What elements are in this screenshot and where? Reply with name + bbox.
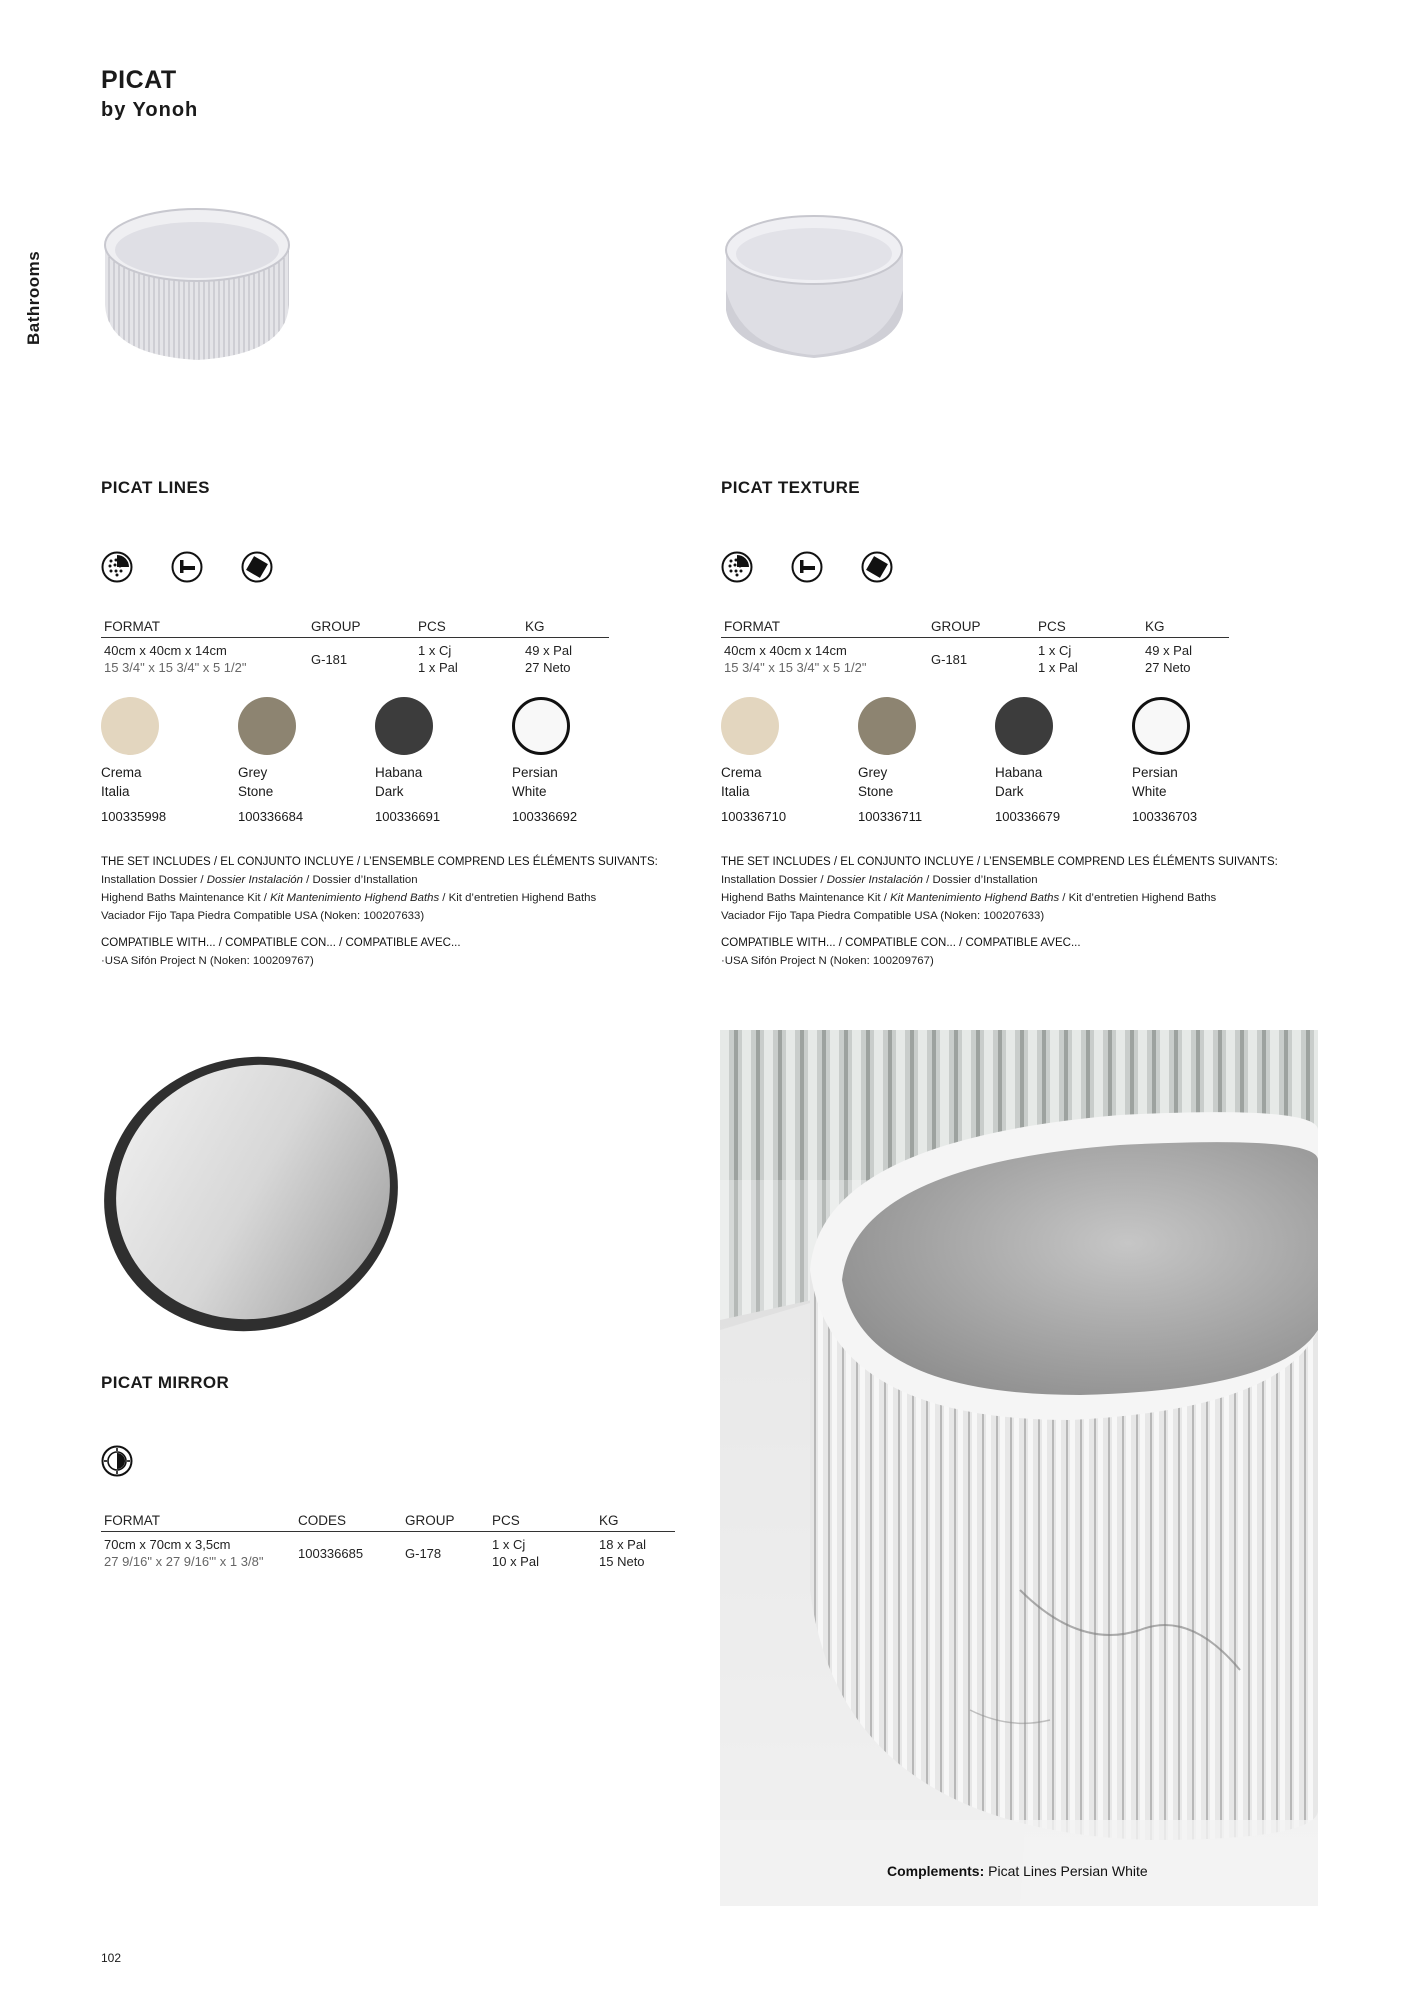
swatch <box>858 697 995 824</box>
table-row <box>101 1532 675 1571</box>
picat-lines-basin-image <box>100 195 295 365</box>
swatch-name-line2: Italia <box>101 784 130 799</box>
picat-mirror-image <box>100 1053 402 1335</box>
swatch-name-line1: Persian <box>1132 765 1178 780</box>
swatch-color <box>721 697 779 755</box>
swatch-color <box>1132 697 1190 755</box>
page-number: 102 <box>101 1951 122 1965</box>
swatch <box>1132 697 1269 824</box>
swatch <box>995 697 1132 824</box>
swatch-name-line2: Stone <box>858 784 894 799</box>
swatch <box>101 697 238 824</box>
swatch <box>238 697 375 824</box>
group-value: G-178 <box>405 1545 442 1561</box>
format-imperial: 15 3/4" x 15 3/4" x 5 1/2" <box>104 660 247 675</box>
kg-value-2: 15 Neto <box>599 1554 645 1569</box>
swatch-name-line2: Dark <box>995 784 1024 799</box>
set-item: Installation Dossier / Dossier Instalación / Dossier d’Installation <box>721 874 1038 886</box>
col-codes: CODES <box>295 1511 402 1532</box>
format-metric: 40cm x 40cm x 14cm <box>104 643 227 658</box>
table-row <box>721 638 1229 677</box>
swatch-color <box>512 697 570 755</box>
swatch <box>512 697 649 824</box>
swatch-name-line1: Habana <box>375 765 423 780</box>
swatch-name-line2: Dark <box>375 784 404 799</box>
swatch-color <box>858 697 916 755</box>
pcs-value-1: 1 x Cj <box>1038 643 1072 658</box>
picat-mirror-spec-table <box>101 1511 675 1570</box>
countertop-basin-icon <box>791 551 823 583</box>
swatch-name-line1: Crema <box>101 765 142 780</box>
picat-texture-feature-icons <box>721 551 893 583</box>
picat-mirror-title: PICAT MIRROR <box>101 1373 230 1392</box>
countertop-basin-icon <box>171 551 203 583</box>
swatch-name-line1: Grey <box>238 765 268 780</box>
pcs-value-1: 1 x Cj <box>492 1537 526 1552</box>
col-format: FORMAT <box>101 1511 295 1532</box>
swatch-code: 100336692 <box>512 809 578 824</box>
picat-texture-set-includes <box>721 853 1341 970</box>
swatch <box>721 697 858 824</box>
col-kg: KG <box>1142 617 1229 638</box>
swatch-code: 100336684 <box>238 809 304 824</box>
pcs-value-2: 1 x Pal <box>1038 660 1078 675</box>
picat-lines-title: PICAT LINES <box>101 478 210 497</box>
group-value: G-181 <box>311 651 348 667</box>
compatible-heading: COMPATIBLE WITH... / COMPATIBLE CON... / COMPATIBLE AVEC... <box>101 937 461 949</box>
caption-label: Complements: <box>887 1863 985 1879</box>
swatch <box>375 697 512 824</box>
col-pcs: PCS <box>1035 617 1142 638</box>
format-metric: 70cm x 70cm x 3,5cm <box>104 1537 231 1552</box>
lighting-icon <box>101 1445 133 1477</box>
set-includes-heading: THE SET INCLUDES / EL CONJUNTO INCLUYE / L’ENSEMBLE COMPREND LES ÉLÉMENTS SUIVANTS: <box>101 856 658 868</box>
category-side-label: Bathrooms <box>24 250 43 345</box>
swatch-name-line2: Italia <box>721 784 750 799</box>
col-pcs: PCS <box>489 1511 596 1532</box>
swatch-code: 100336703 <box>1132 809 1198 824</box>
picat-lines-feature-icons <box>101 551 273 583</box>
swatch-color <box>995 697 1053 755</box>
picat-texture-title: PICAT TEXTURE <box>721 478 861 497</box>
table-row <box>101 638 609 677</box>
caption-text: Picat Lines Persian White <box>984 1863 1148 1879</box>
picat-texture-swatches <box>721 697 1269 824</box>
swatch-code: 100336711 <box>858 809 923 824</box>
swatch-code: 100336710 <box>721 809 787 824</box>
swatch-name-line2: White <box>512 784 547 799</box>
kg-value-1: 18 x Pal <box>599 1537 646 1552</box>
picat-texture-basin-image <box>722 200 907 362</box>
brand-subtitle: by Yonoh <box>101 99 199 121</box>
set-item: Vaciador Fijo Tapa Piedra Compatible USA (Noken: 100207633) <box>101 910 425 922</box>
set-includes-heading: THE SET INCLUDES / EL CONJUNTO INCLUYE / L’ENSEMBLE COMPREND LES ÉLÉMENTS SUIVANTS: <box>721 856 1278 868</box>
swatch-code: 100336679 <box>995 809 1061 824</box>
swatch-color <box>375 697 433 755</box>
brand-title: PICAT <box>101 66 177 94</box>
picat-lines-spec-table <box>101 617 609 676</box>
swatch-name-line1: Grey <box>858 765 888 780</box>
kg-value-1: 49 x Pal <box>525 643 572 658</box>
pcs-value-1: 1 x Cj <box>418 643 452 658</box>
set-item: Vaciador Fijo Tapa Piedra Compatible USA (Noken: 100207633) <box>721 910 1045 922</box>
format-imperial: 15 3/4" x 15 3/4" x 5 1/2" <box>724 660 867 675</box>
swatch-code: 100336691 <box>375 809 441 824</box>
swatch-name-line2: Stone <box>238 784 274 799</box>
code-value: 100336685 <box>298 1545 364 1561</box>
col-group: GROUP <box>402 1511 489 1532</box>
swatch-color <box>238 697 296 755</box>
set-item: Installation Dossier / Dossier Instalación / Dossier d’Installation <box>101 874 418 886</box>
col-format: FORMAT <box>101 617 308 638</box>
set-item: Highend Baths Maintenance Kit / Kit Mantenimiento Highend Baths / Kit d’entretien Highend Baths <box>721 892 1217 904</box>
col-kg: KG <box>522 617 609 638</box>
pcs-value-2: 1 x Pal <box>418 660 458 675</box>
picat-texture-spec-table <box>721 617 1229 676</box>
set-item: Highend Baths Maintenance Kit / Kit Mantenimiento Highend Baths / Kit d’entretien Highend Baths <box>101 892 597 904</box>
square-shape-icon <box>241 551 273 583</box>
swatch-name-line1: Persian <box>512 765 558 780</box>
col-pcs: PCS <box>415 617 522 638</box>
col-group: GROUP <box>308 617 415 638</box>
swatch-code: 100335998 <box>101 809 167 824</box>
kg-value-2: 27 Neto <box>525 660 571 675</box>
swatch-name-line1: Habana <box>995 765 1043 780</box>
kg-value-1: 49 x Pal <box>1145 643 1192 658</box>
format-imperial: 27 9/16" x 27 9/16"' x 1 3/8" <box>104 1554 264 1569</box>
square-shape-icon <box>861 551 893 583</box>
col-group: GROUP <box>928 617 1035 638</box>
photo-caption <box>887 1863 1148 1879</box>
pcs-value-2: 10 x Pal <box>492 1554 539 1569</box>
picat-lines-swatches <box>101 697 649 824</box>
swatch-color <box>101 697 159 755</box>
ambient-product-photo <box>720 1030 1318 1906</box>
col-format: FORMAT <box>721 617 928 638</box>
compatible-item: ·USA Sifón Project N (Noken: 100209767) <box>721 955 934 967</box>
swatch-name-line2: White <box>1132 784 1167 799</box>
compatible-item: ·USA Sifón Project N (Noken: 100209767) <box>101 955 314 967</box>
texture-dots-icon <box>721 551 753 583</box>
picat-lines-set-includes <box>101 853 721 970</box>
swatch-name-line1: Crema <box>721 765 762 780</box>
col-kg: KG <box>596 1511 675 1532</box>
kg-value-2: 27 Neto <box>1145 660 1191 675</box>
compatible-heading: COMPATIBLE WITH... / COMPATIBLE CON... / COMPATIBLE AVEC... <box>721 937 1081 949</box>
texture-dots-icon <box>101 551 133 583</box>
group-value: G-181 <box>931 651 968 667</box>
format-metric: 40cm x 40cm x 14cm <box>724 643 847 658</box>
